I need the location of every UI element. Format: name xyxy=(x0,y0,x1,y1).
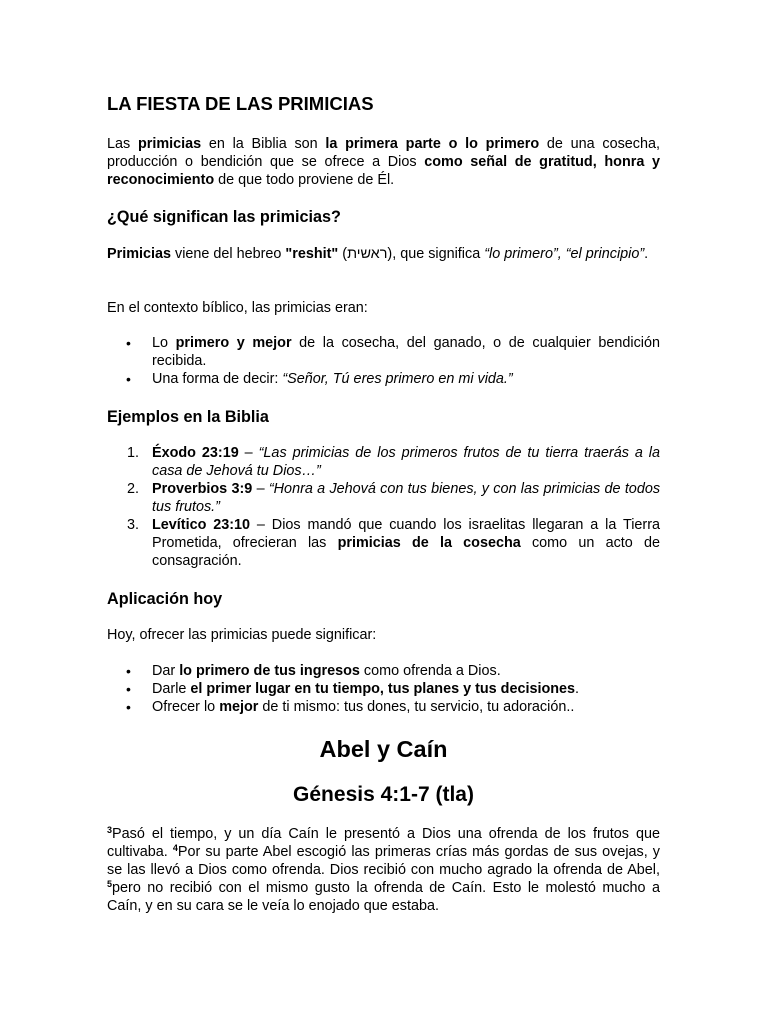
verse-text: pero no recibió con el mismo gusto la ofrenda de Caín. Esto le molestó mucho a Caín, y en su cara se le veía lo enojado que estaba. xyxy=(107,880,660,914)
bold-text: primicias de la cosecha xyxy=(337,535,521,551)
text: . xyxy=(575,681,580,697)
application-list xyxy=(107,662,660,716)
text: de la cosecha, del ganado, o de cualquier bendición recibida. xyxy=(152,335,660,369)
text: viene del hebreo xyxy=(171,246,286,262)
hebrew-word: ראשית xyxy=(347,246,388,262)
text: – xyxy=(238,445,259,461)
list-number: 1. xyxy=(127,445,140,461)
text: de ti mismo: tus dones, tu servicio, tu adoración.. xyxy=(258,699,575,715)
bible-quote: “Honra a Jehová con tus bienes, y con las primicias de todos tus frutos.” xyxy=(152,481,661,515)
bullet-icon: • xyxy=(126,663,131,679)
bible-reference: Levítico 23:10 xyxy=(152,517,251,533)
text: – xyxy=(252,481,269,497)
text: en la Biblia son xyxy=(201,136,326,152)
list-item xyxy=(107,334,660,370)
text: Darle xyxy=(152,681,191,697)
context-intro: En el contexto bíblico, las primicias eran: xyxy=(107,300,368,316)
bold-text: primero y mejor xyxy=(175,335,292,351)
list-item xyxy=(107,662,660,680)
verse-number: 5 xyxy=(107,879,113,889)
text: como un acto de consagración. xyxy=(152,535,660,569)
document-title: LA FIESTA DE LAS PRIMICIAS xyxy=(107,93,374,114)
list-number: 3. xyxy=(127,517,140,533)
verse-number: 4 xyxy=(172,843,178,853)
list-item xyxy=(107,480,660,516)
bold-text: como señal de gratitud, honra y reconocimiento xyxy=(107,154,661,188)
bold-text: lo primero de tus ingresos xyxy=(179,663,360,679)
verse-text: Pasó el tiempo, y un día Caín le presentó a Dios una ofrenda de los frutos que cultivaba. xyxy=(107,826,660,860)
bold-text: la primera parte o lo primero xyxy=(325,136,540,152)
verse-number: 3 xyxy=(107,825,113,835)
bold-text: Primicias xyxy=(107,246,171,262)
list-item xyxy=(107,370,660,388)
bullet-icon: • xyxy=(126,699,131,715)
section-title-abel-cain: Abel y Caín xyxy=(319,736,448,762)
text: Las xyxy=(107,136,138,152)
text: de que todo proviene de Él. xyxy=(214,172,395,188)
text: ( xyxy=(338,246,348,262)
list-item xyxy=(107,680,660,698)
context-list xyxy=(107,334,660,388)
bible-reference: Éxodo 23:19 xyxy=(152,445,239,461)
examples-list xyxy=(107,444,660,570)
meaning-paragraph xyxy=(107,245,660,263)
list-item xyxy=(107,444,660,480)
text: . xyxy=(644,246,649,262)
bullet-icon: • xyxy=(126,371,131,387)
text: de una cosecha, producción o bendición que se ofrece a Dios xyxy=(107,136,661,170)
heading-examples: Ejemplos en la Biblia xyxy=(107,408,269,426)
heading-application: Aplicación hoy xyxy=(107,590,223,608)
text: Dar xyxy=(152,663,180,679)
bold-text: "reshit" xyxy=(285,246,339,262)
bold-text: mejor xyxy=(219,699,259,715)
text: como ofrenda a Dios. xyxy=(359,663,501,679)
text: Una forma de decir: xyxy=(152,371,283,387)
bullet-icon: • xyxy=(126,335,131,351)
bible-reference: Proverbios 3:9 xyxy=(152,481,253,497)
text: – Dios mandó que cuando los israelitas llegaran a la Tierra Prometida, ofrecieran las xyxy=(152,517,660,551)
text: ), que significa xyxy=(387,246,485,262)
application-intro: Hoy, ofrecer las primicias puede significar: xyxy=(107,627,377,643)
list-item xyxy=(107,698,660,716)
heading-meaning: ¿Qué significan las primicias? xyxy=(107,208,341,226)
italic-text: “Señor, Tú eres primero en mi vida.” xyxy=(282,371,513,387)
text: Ofrecer lo xyxy=(152,699,220,715)
bold-text: primicias xyxy=(137,136,202,152)
list-number: 2. xyxy=(127,481,140,497)
italic-text: “lo primero”, “el principio” xyxy=(484,246,645,262)
passage-reference-title: Génesis 4:1-7 (tla) xyxy=(293,783,474,806)
text: Lo xyxy=(152,335,176,351)
bible-passage xyxy=(107,825,660,915)
list-item xyxy=(107,516,660,570)
intro-paragraph xyxy=(107,135,660,189)
bullet-icon: • xyxy=(126,681,131,697)
verse-text: Por su parte Abel escogió las primeras crías más gordas de sus ovejas, y se las llevó a Dios como ofrenda. Dios recibió con mucho agrado la ofrenda de Abel, xyxy=(107,844,660,878)
bible-quote: “Las primicias de los primeros frutos de tu tierra traerás a la casa de Jehová tu Dios…” xyxy=(152,445,660,479)
bold-text: el primer lugar en tu tiempo, tus planes y tus decisiones xyxy=(190,681,576,697)
